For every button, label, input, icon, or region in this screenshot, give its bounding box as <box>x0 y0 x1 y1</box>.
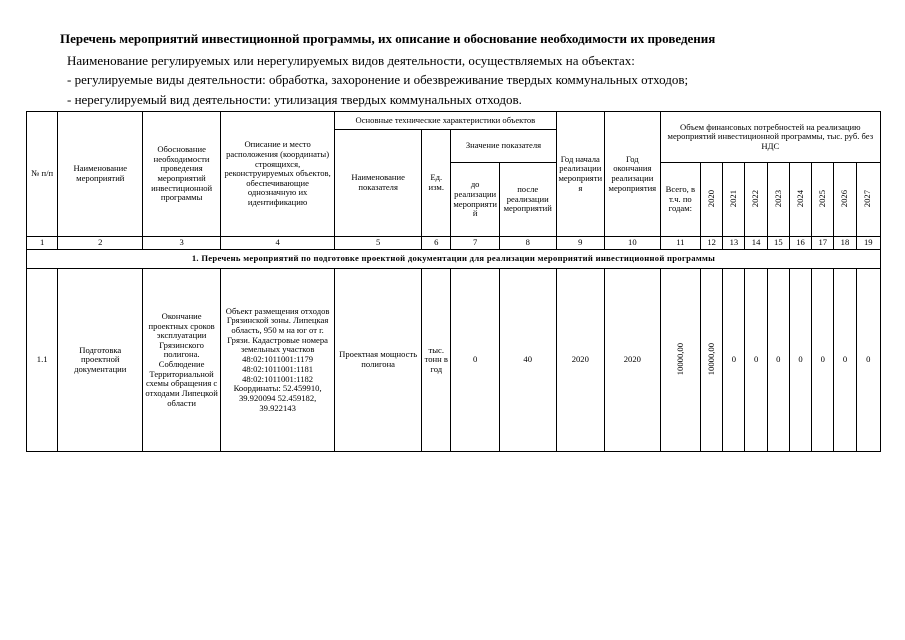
col-number: 1 <box>27 237 58 250</box>
col-number: 11 <box>660 237 700 250</box>
header-row-1 <box>27 112 881 130</box>
row-number: 1.1 <box>27 269 58 452</box>
header-justification: Обоснование необходимости проведения мероприятий инвестиционной программы <box>143 112 221 237</box>
row-total: 10000,00 <box>674 342 685 375</box>
row-after: 40 <box>499 269 556 452</box>
row-total-cell <box>660 269 700 452</box>
header-year-2022 <box>745 163 767 237</box>
col-number: 4 <box>221 237 335 250</box>
col-number: 5 <box>335 237 422 250</box>
row-name: Подготовка проектной документации <box>58 269 143 452</box>
year-2023-label: 2023 <box>772 189 783 207</box>
section-row <box>27 250 881 269</box>
year-2022-label: 2022 <box>750 189 761 207</box>
col-number: 15 <box>767 237 789 250</box>
header-end-year: Год окончания реализации мероприятия <box>605 112 661 237</box>
header-description: Описание и место расположения (координаты) строящихся, реконструируемых объектов, обеспечивающие однозначную их идентификацию <box>221 112 335 237</box>
row-unit: тыс. тонн в год <box>422 269 451 452</box>
header-year-2020 <box>701 163 723 237</box>
row-2020: 10000,00 <box>705 342 716 375</box>
row-end-year: 2020 <box>605 269 661 452</box>
year-2024-label: 2024 <box>794 189 805 207</box>
header-year-2021 <box>723 163 745 237</box>
col-number: 3 <box>143 237 221 250</box>
row-indicator: Проектная мощность полигона <box>335 269 422 452</box>
header-year-2024 <box>789 163 811 237</box>
col-number: 6 <box>422 237 451 250</box>
col-number: 10 <box>605 237 661 250</box>
document-title: Перечень мероприятий инвестиционной программы, их описание и обоснование необходимости их проведения <box>60 31 716 46</box>
year-2027-label: 2027 <box>862 189 873 207</box>
table-row <box>27 269 881 452</box>
year-2026-label: 2026 <box>839 189 850 207</box>
section-title: 1. Перечень мероприятий по подготовке проектной документации для реализации мероприятий инвестиционной программы <box>27 250 881 269</box>
col-number: 12 <box>701 237 723 250</box>
row-2025: 0 <box>812 269 834 452</box>
col-number: 17 <box>812 237 834 250</box>
row-start-year: 2020 <box>556 269 605 452</box>
year-2020-label: 2020 <box>705 189 716 207</box>
header-start-year: Год начала реализации мероприятия <box>556 112 605 237</box>
row-2027: 0 <box>856 269 880 452</box>
header-name: Наименование мероприятий <box>58 112 143 237</box>
regulated-activities: - регулируемые виды деятельности: обработка, захоронение и обезвреживание твердых коммунальных отходов; <box>67 72 689 87</box>
header-year-2026 <box>834 163 856 237</box>
header-before: до реализации мероприятий <box>451 163 500 237</box>
col-number: 13 <box>723 237 745 250</box>
header-finance: Объем финансовых потребностей на реализацию мероприятий инвестиционной программы, тыс. руб. без НДС <box>660 112 880 163</box>
unregulated-activities: - нерегулируемый вид деятельности: утилизация твердых коммунальных отходов. <box>67 92 522 107</box>
header-year-2023 <box>767 163 789 237</box>
header-indicator-name: Наименование показателя <box>335 130 422 237</box>
col-number: 18 <box>834 237 856 250</box>
header-year-2027 <box>856 163 880 237</box>
investment-program-table <box>26 111 881 452</box>
row-2023: 0 <box>767 269 789 452</box>
row-before: 0 <box>451 269 500 452</box>
row-2026: 0 <box>834 269 856 452</box>
row-2024: 0 <box>789 269 811 452</box>
col-number: 16 <box>789 237 811 250</box>
header-after: после реализации мероприятий <box>499 163 556 237</box>
year-2021-label: 2021 <box>728 189 739 207</box>
header-year-2025 <box>812 163 834 237</box>
row-2022: 0 <box>745 269 767 452</box>
row-justification: Окончание проектных сроков эксплуатации Грязинского полигона. Соблюдение Территориальной схемы обращения с отходами Липецкой области <box>143 269 221 452</box>
col-number: 19 <box>856 237 880 250</box>
activities-intro: Наименование регулируемых или нерегулируемых видов деятельности, осуществляемых на объектах: <box>67 53 635 68</box>
col-number: 8 <box>499 237 556 250</box>
col-number: 14 <box>745 237 767 250</box>
row-description: Объект размещения отходов Грязинской зоны. Липецкая область, 950 м на юг от г. Грязи. Кадастровые номера земельных участков 48:02:1011001:1179 48:02:1011001:1181 48:02:1011001:1182 Координаты: 52.459910, 39.920094 52.459182, 39.922143 <box>221 269 335 452</box>
row-2021: 0 <box>723 269 745 452</box>
header-indicator-value: Значение показателя <box>451 130 556 163</box>
column-number-row <box>27 237 881 250</box>
col-number: 9 <box>556 237 605 250</box>
header-tech-characteristics: Основные технические характеристики объектов <box>335 112 556 130</box>
header-total: Всего, в т.ч. по годам: <box>660 163 700 237</box>
header-unit: Ед. изм. <box>422 130 451 237</box>
row-2020-cell <box>701 269 723 452</box>
header-num: № п/п <box>27 112 58 237</box>
year-2025-label: 2025 <box>816 189 827 207</box>
col-number: 2 <box>58 237 143 250</box>
col-number: 7 <box>451 237 500 250</box>
